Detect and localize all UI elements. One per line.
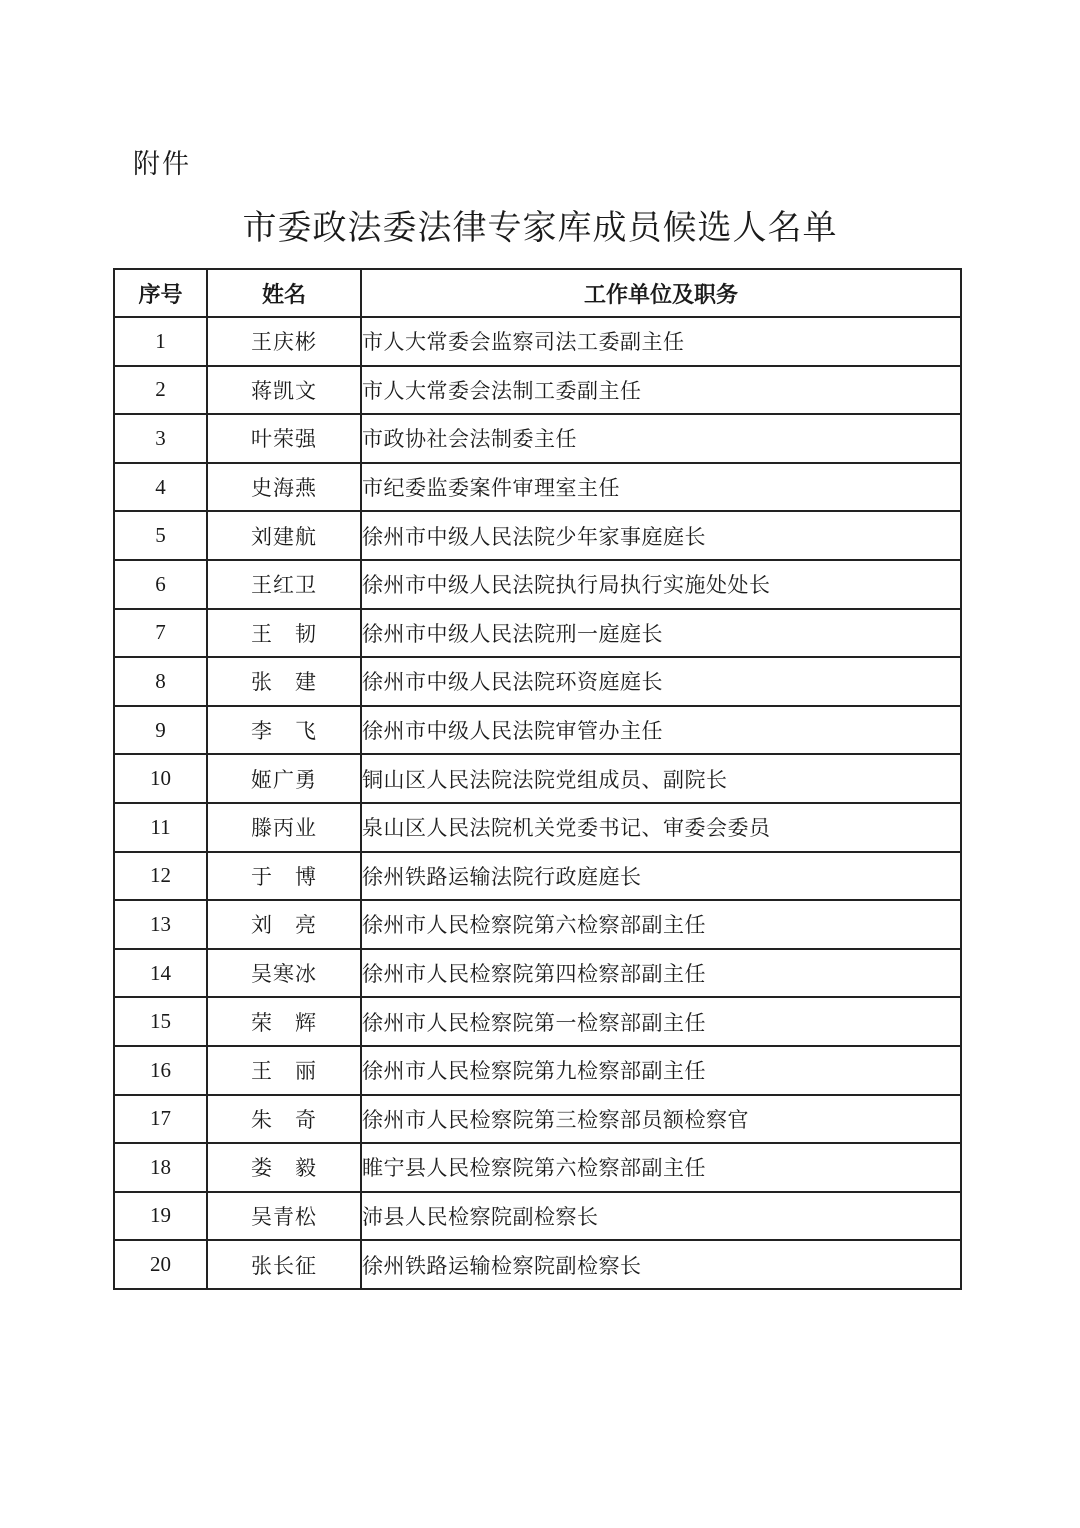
seq-cell: 14: [114, 949, 207, 998]
unit-cell: 徐州市中级人民法院少年家事庭庭长: [361, 511, 961, 560]
table-row: [114, 463, 961, 512]
table-row: [114, 560, 961, 609]
table-row: [114, 803, 961, 852]
table-row: [114, 900, 961, 949]
name-cell: 朱 奇: [207, 1095, 361, 1144]
name-cell: 刘建航: [207, 511, 361, 560]
name-cell: 王 韧: [207, 609, 361, 658]
header-name: 姓名: [207, 269, 361, 317]
seq-cell: 17: [114, 1095, 207, 1144]
unit-cell: 沛县人民检察院副检察长: [361, 1192, 961, 1241]
table-body: [114, 317, 961, 1289]
name-cell: 刘 亮: [207, 900, 361, 949]
table-row: [114, 511, 961, 560]
table-row: [114, 754, 961, 803]
name-cell: 荣 辉: [207, 997, 361, 1046]
table-row: [114, 949, 961, 998]
table-row: [114, 852, 961, 901]
header-unit: 工作单位及职务: [361, 269, 961, 317]
seq-cell: 8: [114, 657, 207, 706]
table-row: [114, 657, 961, 706]
seq-cell: 20: [114, 1240, 207, 1289]
name-cell: 于 博: [207, 852, 361, 901]
name-cell: 姬广勇: [207, 754, 361, 803]
seq-cell: 3: [114, 414, 207, 463]
table-row: [114, 1143, 961, 1192]
seq-cell: 9: [114, 706, 207, 755]
table-row: [114, 366, 961, 415]
unit-cell: 泉山区人民法院机关党委书记、审委会委员: [361, 803, 961, 852]
name-cell: 吴青松: [207, 1192, 361, 1241]
name-cell: 王庆彬: [207, 317, 361, 366]
table-row: [114, 1046, 961, 1095]
unit-cell: 徐州铁路运输法院行政庭庭长: [361, 852, 961, 901]
seq-cell: 15: [114, 997, 207, 1046]
unit-cell: 徐州市人民检察院第九检察部副主任: [361, 1046, 961, 1095]
table-row: [114, 706, 961, 755]
seq-cell: 10: [114, 754, 207, 803]
table-row: [114, 1240, 961, 1289]
name-cell: 张长征: [207, 1240, 361, 1289]
unit-cell: 徐州铁路运输检察院副检察长: [361, 1240, 961, 1289]
table-header-row: [114, 269, 961, 317]
name-cell: 史海燕: [207, 463, 361, 512]
name-cell: 李 飞: [207, 706, 361, 755]
document-title: 市委政法委法律专家库成员候选人名单: [242, 208, 838, 248]
table-row: [114, 1095, 961, 1144]
seq-cell: 7: [114, 609, 207, 658]
seq-cell: 12: [114, 852, 207, 901]
table-row: [114, 997, 961, 1046]
table-row: [114, 1192, 961, 1241]
table-row: [114, 609, 961, 658]
unit-cell: 睢宁县人民检察院第六检察部副主任: [361, 1143, 961, 1192]
table-row: [114, 414, 961, 463]
seq-cell: 13: [114, 900, 207, 949]
unit-cell: 市人大常委会法制工委副主任: [361, 366, 961, 415]
name-cell: 蒋凯文: [207, 366, 361, 415]
unit-cell: 徐州市人民检察院第三检察部员额检察官: [361, 1095, 961, 1144]
candidate-table: [113, 268, 962, 1290]
name-cell: 张 建: [207, 657, 361, 706]
seq-cell: 2: [114, 366, 207, 415]
attachment-label: 附件: [133, 149, 191, 180]
seq-cell: 19: [114, 1192, 207, 1241]
name-cell: 王 丽: [207, 1046, 361, 1095]
name-cell: 娄 毅: [207, 1143, 361, 1192]
name-cell: 叶荣强: [207, 414, 361, 463]
unit-cell: 市政协社会法制委主任: [361, 414, 961, 463]
unit-cell: 徐州市中级人民法院环资庭庭长: [361, 657, 961, 706]
unit-cell: 徐州市中级人民法院刑一庭庭长: [361, 609, 961, 658]
seq-cell: 11: [114, 803, 207, 852]
unit-cell: 市纪委监委案件审理室主任: [361, 463, 961, 512]
seq-cell: 4: [114, 463, 207, 512]
unit-cell: 徐州市中级人民法院审管办主任: [361, 706, 961, 755]
seq-cell: 6: [114, 560, 207, 609]
seq-cell: 16: [114, 1046, 207, 1095]
name-cell: 王红卫: [207, 560, 361, 609]
name-cell: 滕丙业: [207, 803, 361, 852]
unit-cell: 徐州市人民检察院第六检察部副主任: [361, 900, 961, 949]
seq-cell: 5: [114, 511, 207, 560]
unit-cell: 徐州市中级人民法院执行局执行实施处处长: [361, 560, 961, 609]
unit-cell: 徐州市人民检察院第四检察部副主任: [361, 949, 961, 998]
seq-cell: 1: [114, 317, 207, 366]
unit-cell: 铜山区人民法院法院党组成员、副院长: [361, 754, 961, 803]
seq-cell: 18: [114, 1143, 207, 1192]
unit-cell: 徐州市人民检察院第一检察部副主任: [361, 997, 961, 1046]
table-row: [114, 317, 961, 366]
name-cell: 吴寒冰: [207, 949, 361, 998]
unit-cell: 市人大常委会监察司法工委副主任: [361, 317, 961, 366]
header-seq: 序号: [114, 269, 207, 317]
